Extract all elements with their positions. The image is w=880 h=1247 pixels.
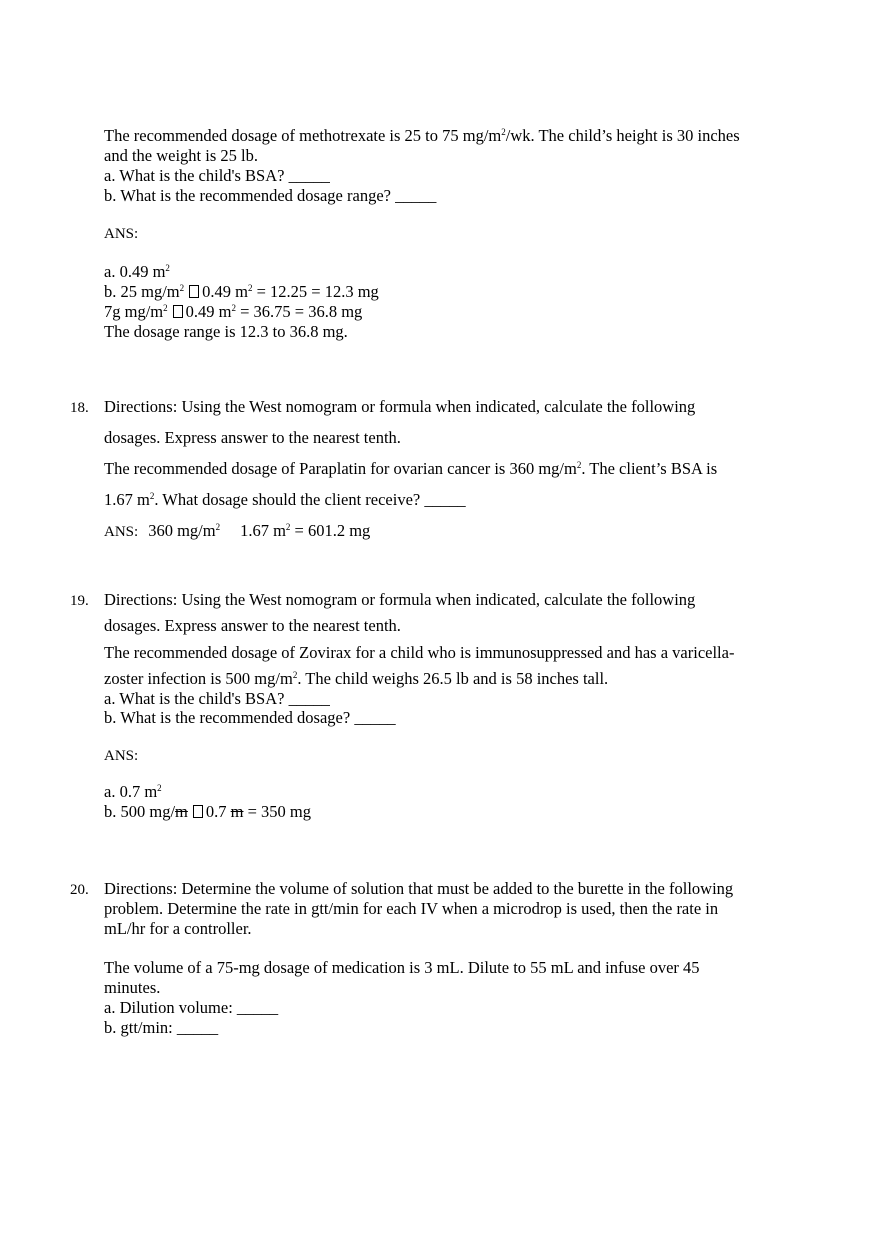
q19-stem-line-2: [104, 669, 608, 689]
answer-text: b. 500 mg/: [104, 802, 176, 821]
superscript: 2: [501, 127, 506, 137]
q19-answer-b: [104, 802, 311, 822]
answer-text: 7g mg/m: [104, 302, 164, 321]
answer-text: b. 25 mg/m: [104, 282, 180, 301]
q17-question-a: a. What is the child's BSA? _____: [104, 166, 330, 185]
q18-directions-line-1: Directions: Using the West nomogram or formula when indicated, calculate the following: [104, 397, 696, 416]
stem-text: 1.67 m: [104, 490, 150, 509]
stem-text: . The child weighs 26.5 lb and is 58 inches tall.: [297, 669, 609, 688]
answer-text: = 350 mg: [243, 802, 311, 821]
q19-answer-a: [104, 782, 162, 802]
superscript: 2: [247, 283, 253, 293]
answer-text: 0.49 m: [202, 282, 248, 301]
q19-question-a: a. What is the child's BSA? _____: [104, 689, 330, 708]
answer-text: 1.67 m: [240, 521, 286, 540]
q20-stem-line-1: The volume of a 75-mg dosage of medication is 3 mL. Dilute to 55 mL and infuse over 45: [104, 958, 700, 977]
q17-answer-c: [104, 302, 362, 322]
q18-directions-line-2: dosages. Express answer to the nearest tenth.: [104, 428, 401, 447]
stem-text: The recommended dosage of Paraplatin for ovarian cancer is 360 mg/m: [104, 459, 577, 478]
q17-answer-a: [104, 262, 170, 282]
q17-answer-d: The dosage range is 12.3 to 36.8 mg.: [104, 322, 348, 341]
q18-number: 18.: [70, 400, 89, 416]
q18-stem-line-2: [104, 490, 466, 510]
q19-stem-line-1: The recommended dosage of Zovirax for a child who is immunosuppressed and has a varicella-: [104, 643, 735, 662]
struck-unit: m: [230, 802, 244, 821]
missing-glyph-icon: [173, 305, 183, 318]
q17-stem-line-2: and the weight is 25 lb.: [104, 146, 258, 165]
superscript: 2: [292, 670, 298, 680]
q17-question-b: b. What is the recommended dosage range? _____: [104, 186, 437, 205]
missing-glyph-icon: [189, 285, 199, 298]
q17-answer-label: ANS:: [104, 226, 139, 242]
q20-stem-line-2: minutes.: [104, 978, 161, 997]
stem-text: . What dosage should the client receive? _____: [154, 490, 466, 509]
superscript: 2: [149, 491, 155, 501]
answer-text: = 36.75 = 36.8 mg: [235, 302, 363, 321]
q20-number: 20.: [70, 882, 89, 898]
q18-stem-line-1: [104, 459, 717, 479]
q20-directions-line-1: Directions: Determine the volume of solution that must be added to the burette in the following: [104, 879, 734, 898]
superscript: 2: [179, 283, 185, 293]
missing-glyph-icon: [193, 805, 203, 818]
q19-answer-label: ANS:: [104, 748, 139, 764]
answer-text: = 601.2 mg: [290, 521, 371, 540]
q20-question-b: b. gtt/min: _____: [104, 1018, 219, 1037]
superscript: 2: [215, 522, 221, 532]
answer-text: 360 mg/m: [148, 521, 216, 540]
superscript: 2: [165, 263, 170, 273]
q19-directions-line-2: dosages. Express answer to the nearest tenth.: [104, 616, 401, 635]
answer-text: 0.7: [205, 802, 231, 821]
answer-text: = 12.25 = 12.3 mg: [252, 282, 379, 301]
superscript: 2: [163, 303, 168, 313]
superscript: 2: [576, 460, 582, 470]
q17-answer-b: [104, 282, 379, 302]
q19-number: 19.: [70, 593, 89, 609]
answer-label: ANS:: [104, 524, 139, 540]
q17-stem-text-cont: /wk. The child’s height is 30 inches: [505, 126, 740, 145]
stem-text: zoster infection is 500 mg/m: [104, 669, 293, 688]
answer-text: a. 0.7 m: [104, 782, 158, 801]
q17-stem-text: The recommended dosage of methotrexate is 25 to 75 mg/m: [104, 126, 502, 145]
stem-text: . The client’s BSA is: [581, 459, 718, 478]
q17-stem-line-1: [104, 126, 740, 146]
q20-directions-line-3: mL/hr for a controller.: [104, 919, 252, 938]
struck-unit: m: [175, 802, 188, 821]
answer-text: 0.49 m: [185, 302, 232, 321]
q19-question-b: b. What is the recommended dosage? _____: [104, 708, 396, 727]
q18-answer: [104, 521, 370, 542]
q20-question-a: a. Dilution volume: _____: [104, 998, 279, 1017]
superscript: 2: [231, 303, 236, 313]
superscript: 2: [157, 783, 162, 793]
superscript: 2: [285, 522, 291, 532]
answer-text: a. 0.49 m: [104, 262, 166, 281]
q19-directions-line-1: Directions: Using the West nomogram or formula when indicated, calculate the following: [104, 590, 696, 609]
q20-directions-line-2: problem. Determine the rate in gtt/min for each IV when a microdrop is used, then the rate in: [104, 899, 719, 918]
